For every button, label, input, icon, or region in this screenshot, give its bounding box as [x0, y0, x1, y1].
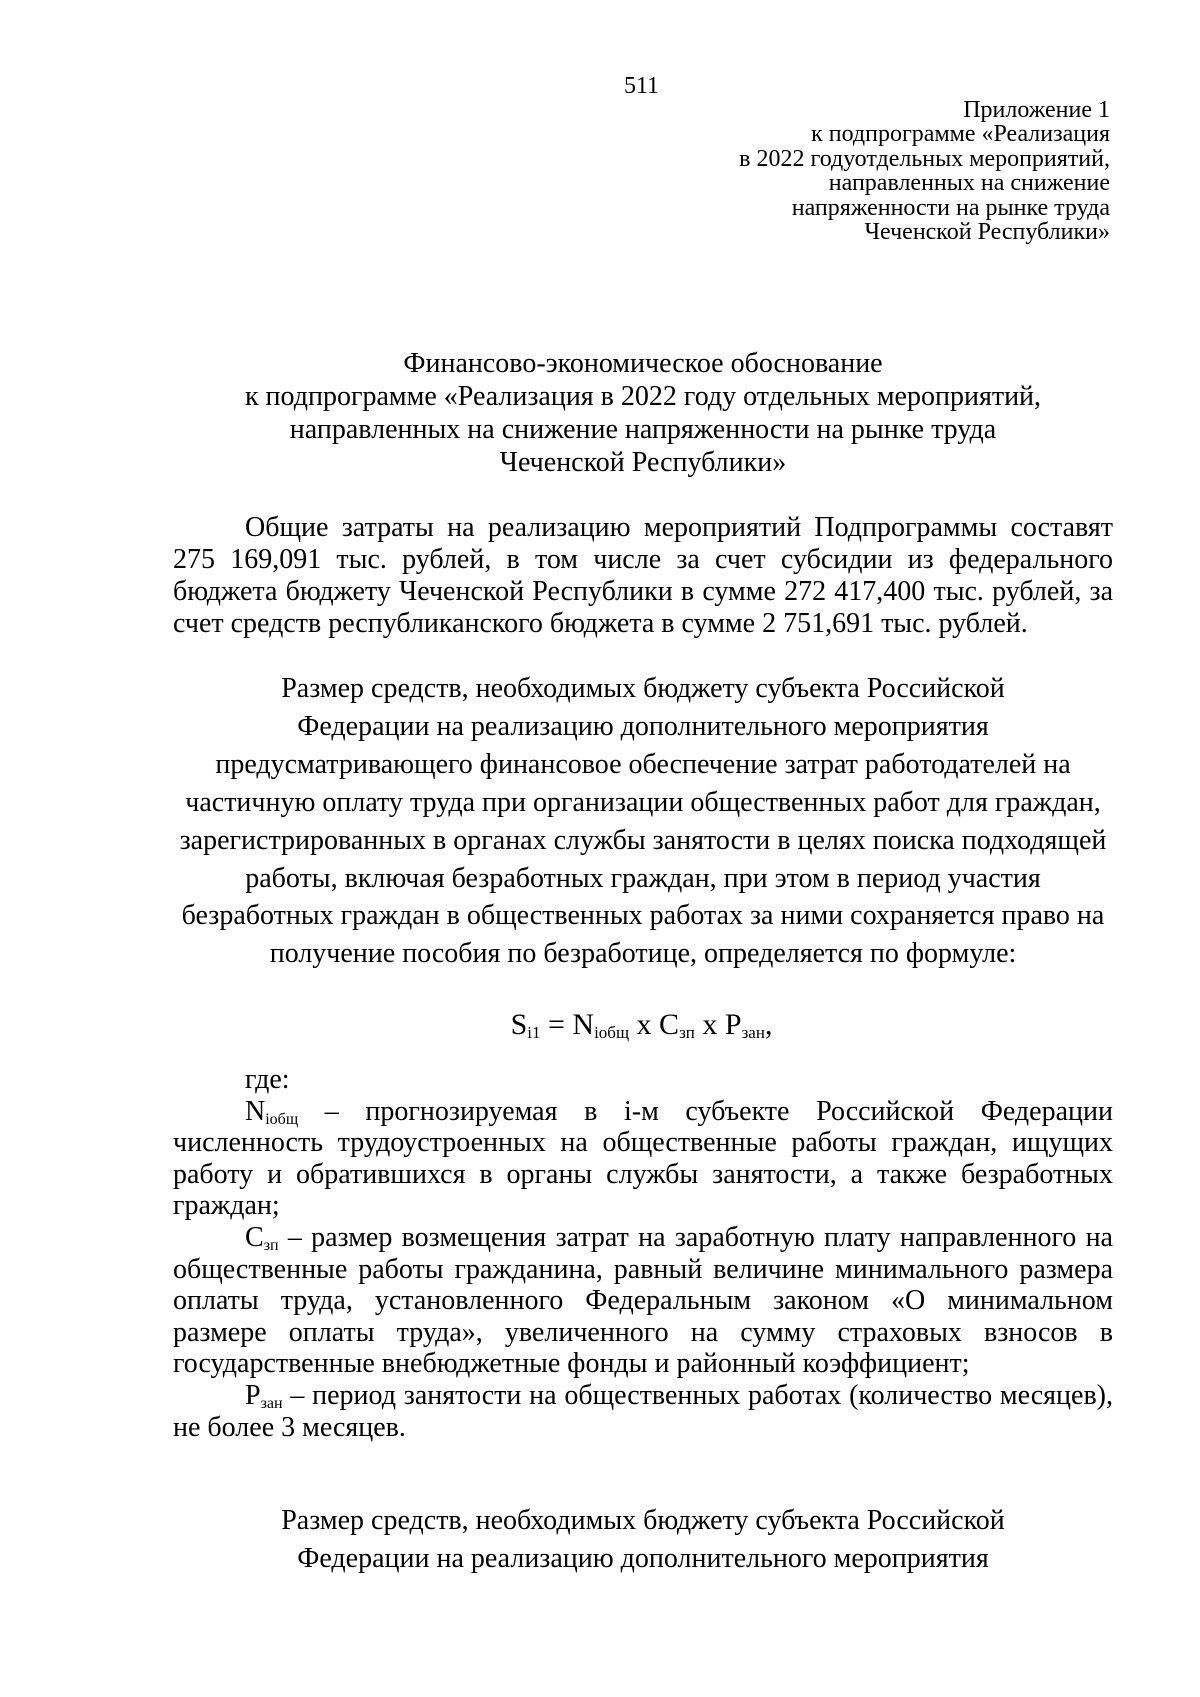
paragraph-line: 275 169,091 тыс. рублей, в том числе за счет субсидии из федерального [173, 544, 1113, 575]
heading-line: Размер средств, необходимых бюджету субъекта Российской [281, 673, 1005, 704]
n-subscript: iобщ [265, 1110, 299, 1128]
definition-line: работу и обратившихся в органы службы занятости, а также безработных [173, 1158, 1113, 1190]
formula-p: P [724, 1008, 742, 1041]
p-subscript: зан [260, 1394, 283, 1412]
document-title [173, 347, 1113, 479]
formula-times: x [629, 1008, 660, 1041]
formula-c-subscript: зп [679, 1023, 695, 1042]
definition-c-line [173, 1222, 1113, 1254]
appendix-line: напряженности на рынке труда [791, 194, 1110, 221]
heading-line: Федерации на реализацию дополнительного мероприятия [297, 1542, 989, 1574]
formula-c: C [659, 1008, 680, 1041]
definition-p-line [173, 1380, 1113, 1412]
formula-n: N [572, 1008, 595, 1041]
c-subscript: зп [263, 1236, 279, 1254]
definition-line: численность трудоустроенных на общественные работы граждан, ищущих [173, 1127, 1113, 1159]
paragraph-line: счет средств республиканского бюджета в сумме 2 751,691 тыс. рублей. [173, 608, 1028, 639]
formula-n-subscript: iобщ [594, 1023, 630, 1042]
appendix-line: направленных на снижение [828, 170, 1110, 197]
formula-times: x [694, 1008, 725, 1041]
section-heading-next [173, 1502, 1113, 1578]
heading-line: безработных граждан в общественных работах за ними сохраняется право на [181, 900, 1105, 932]
total-costs-paragraph [173, 512, 1113, 640]
p-symbol: P [245, 1379, 261, 1411]
title-line: к подпрограмме «Реализация в 2022 году отдельных мероприятий, [244, 381, 1042, 412]
title-line: Финансово-экономическое обоснование [403, 348, 883, 379]
formula-p-subscript: зан [741, 1023, 765, 1042]
definition-line: размере оплаты труда», увеличенного на сумму страховых взносов в [173, 1316, 1113, 1348]
definition-line: оплаты труда, установленного Федеральным законом «О минимальном [173, 1285, 1113, 1317]
definition-line: государственные внебюджетные фонды и районный коэффициент; [173, 1348, 970, 1380]
formula-definitions [173, 1064, 1113, 1443]
definition-line: граждан; [173, 1190, 280, 1222]
formula [0, 1007, 1200, 1043]
definition-text: – прогнозируемая в i-м субъекте Российской Федерации [298, 1095, 1113, 1127]
heading-line: предусматривающего финансовое обеспечение затрат работодателей на [215, 748, 1071, 780]
paragraph-line: Общие затраты на реализацию мероприятий Подпрограммы составят [245, 512, 1113, 543]
definition-text: – период занятости на общественных работах (количество месяцев), [282, 1379, 1113, 1411]
c-symbol: C [245, 1221, 264, 1253]
heading-line: частичную оплату труда при организации общественных работ для граждан, [185, 786, 1101, 818]
appendix-line: Чеченской Республики» [864, 219, 1110, 246]
definition-line: не более 3 месяцев. [173, 1411, 406, 1443]
heading-line: работы, включая безработных граждан, при этом в период участия [245, 862, 1041, 894]
appendix-header [410, 98, 1110, 244]
formula-comma: , [764, 1008, 773, 1041]
section-heading-public-works [173, 670, 1113, 973]
appendix-line: Приложение 1 [963, 97, 1110, 123]
heading-line: зарегистрированных в органах службы занятости в целях поиска подходящей [179, 824, 1107, 856]
title-line: Чеченской Республики» [499, 447, 787, 478]
formula-s: S [510, 1008, 528, 1041]
title-line: направленных на снижение напряженности на рынке труда [289, 414, 997, 445]
heading-line: Размер средств, необходимых бюджету субъекта Российской [281, 1505, 1005, 1536]
formula-s-subscript: i1 [527, 1023, 541, 1042]
paragraph-line: бюджета бюджету Чеченской Республики в сумме 272 417,400 тыс. рублей, за [173, 576, 1113, 607]
formula-equals: = [540, 1008, 573, 1041]
definition-line: общественные работы гражданина, равный величине минимального размера [173, 1253, 1113, 1285]
where-label: где: [245, 1064, 290, 1095]
appendix-line: к подпрограмме «Реализация [811, 121, 1110, 148]
n-symbol: N [245, 1095, 266, 1127]
definition-text: – размер возмещения затрат на заработную плату направленного на [278, 1221, 1113, 1253]
heading-line: Федерации на реализацию дополнительного мероприятия [297, 710, 989, 742]
page-number: 511 [623, 73, 660, 99]
definition-n-line [173, 1096, 1113, 1128]
heading-line: получение пособия по безработице, определяется по формуле: [269, 938, 1017, 970]
appendix-line: в 2022 годуотдельных мероприятий, [739, 145, 1110, 172]
